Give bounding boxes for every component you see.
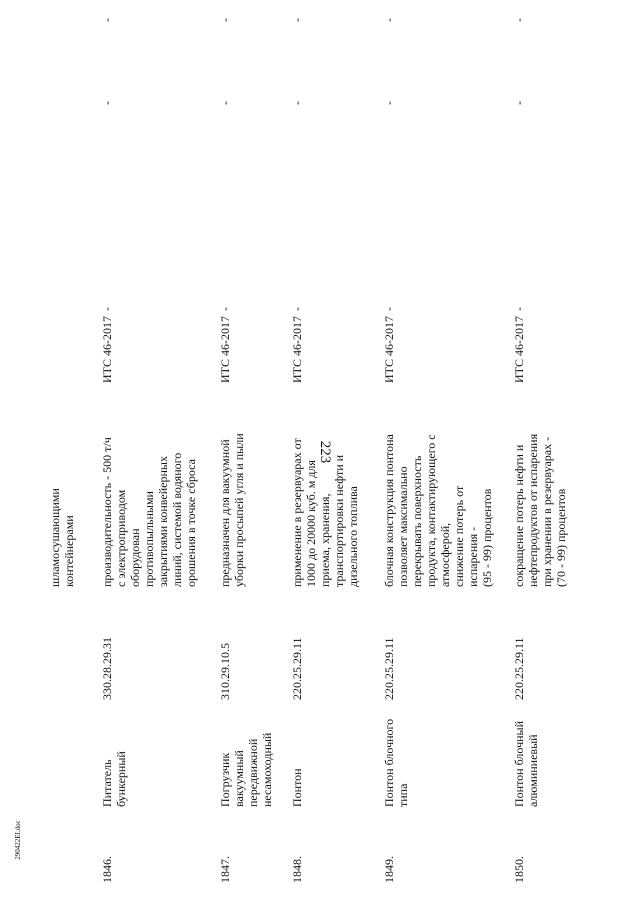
row-description: применение в резервуарах от 1000 до 20000 куб. м для приема, хранения, транспортировки нефти и дизельного топлива bbox=[290, 438, 360, 587]
row-description: сокращение потерь нефти и нефтепродуктов от испарения при хранении в резервуарах - (70 - 99) процентов bbox=[512, 433, 568, 587]
row-its: ИТС 46-2017 bbox=[218, 316, 232, 383]
row-dash-6: - bbox=[290, 307, 304, 311]
continuation-text: шламосушающими контейнерами bbox=[48, 488, 76, 587]
row-name: Понтон блочного типа bbox=[382, 718, 410, 807]
row-dash-8: - bbox=[382, 18, 396, 22]
row-its: ИТС 46-2017 bbox=[290, 316, 304, 383]
row-number: 1848. bbox=[290, 856, 304, 883]
row-dash-7: - bbox=[512, 101, 526, 105]
row-number: 1850. bbox=[512, 856, 526, 883]
row-dash-6: - bbox=[218, 307, 232, 311]
row-dash-8: - bbox=[218, 18, 232, 22]
row-dash-7: - bbox=[382, 101, 396, 105]
row-dash-6: - bbox=[512, 307, 526, 311]
row-dash-7: - bbox=[100, 101, 114, 105]
row-name: Питатель бункерный bbox=[100, 751, 128, 807]
row-code: 310.29.10.5 bbox=[218, 643, 232, 700]
row-code: 220.25.29.11 bbox=[512, 637, 526, 700]
row-dash-8: - bbox=[512, 18, 526, 22]
row-its: ИТС 46-2017 bbox=[100, 316, 114, 383]
row-its: ИТС 46-2017 bbox=[512, 316, 526, 383]
row-name: Погрузчик вакуумный передвижной несамоходный bbox=[218, 732, 274, 807]
row-code: 330.28.29.31 bbox=[100, 637, 114, 700]
row-description: производительность - 500 т/ч с электроприводом оборудован противопыльными закрытиями конвейерных линий, системой водяного орошения в точке сброса bbox=[100, 437, 198, 587]
row-dash-8: - bbox=[290, 18, 304, 22]
row-description: блочная конструкция понтона позволяет максимально перекрывать поверхность продукта, контактирующего с атмосферой, снижение потерь от испарения - (95 - 99) процентов bbox=[382, 434, 494, 587]
row-dash-6: - bbox=[100, 307, 114, 311]
row-number: 1846. bbox=[100, 856, 114, 883]
row-its: ИТС 46-2017 bbox=[382, 316, 396, 383]
footer-document-code: 290422EI.doc bbox=[14, 820, 22, 860]
row-dash-6: - bbox=[382, 307, 396, 311]
row-description: предназначен для вакуумной уборки просыпей угля и пыли bbox=[218, 433, 246, 587]
row-code: 220.25.29.11 bbox=[382, 637, 396, 700]
row-name: Понтон блочный алюминиевый bbox=[512, 720, 540, 807]
row-code: 220.25.29.11 bbox=[290, 637, 304, 700]
row-number: 1849. bbox=[382, 856, 396, 883]
row-dash-7: - bbox=[218, 101, 232, 105]
row-number: 1847. bbox=[218, 856, 232, 883]
row-dash-8: - bbox=[100, 18, 114, 22]
row-dash-7: - bbox=[290, 101, 304, 105]
page-number: 223 bbox=[317, 440, 333, 464]
row-name: Понтон bbox=[290, 768, 304, 807]
